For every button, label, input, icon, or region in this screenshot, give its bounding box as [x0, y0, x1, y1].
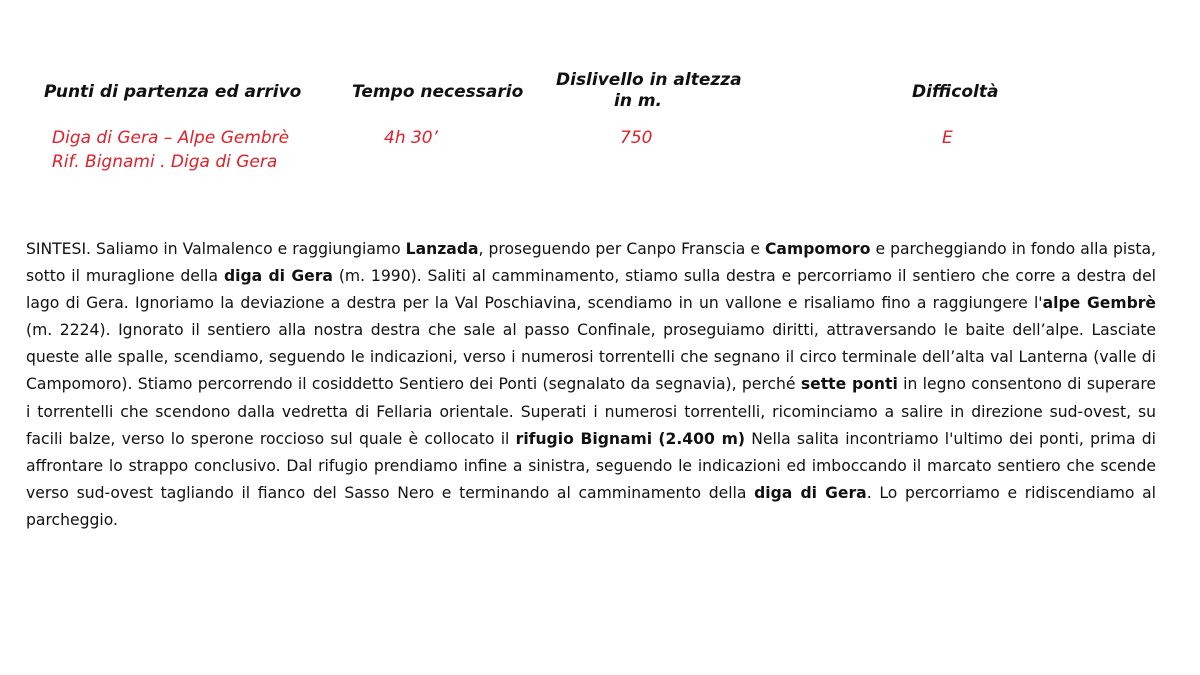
summary-text: SINTESI. Saliamo in Valmalenco e raggiungiamo	[26, 240, 406, 258]
summary-bold-term: (2.400 m)	[658, 429, 745, 448]
difficulty-cell: E	[942, 128, 953, 148]
summary-text: , proseguendo per Canpo Franscia e	[478, 240, 765, 258]
summary-text: Nella salita incontriamo l'ultimo dei ponti, prima di affrontare lo strappo conclusivo. Dal rifugio prendiamo infine a sinistra, seguendo le indicazioni ed imboccando il marcato sentiero che scende verso sud-ovest tagliando il fianco del Sasso Nero e terminando al camminamento della	[26, 429, 1156, 502]
summary-text: in legno consentono di superare i torrentelli che scendono dalla vedretta di Fellaria orientale. Superati i numerosi torrentelli, ricominciamo a salire in direzione sud-ovest, su facili balze, verso lo sperone roccioso sul quale è collocato il	[26, 375, 1156, 448]
summary-bold-term: diga di Gera	[223, 267, 333, 286]
table-header-elevation-line2: in m.	[614, 91, 663, 111]
summary-text: (m. 2224). Ignorato il sentiero alla nostra destra che sale al passo Confinale, proseguiamo diritti, attraversando le baite dell’alpe. Lasciate queste alle spalle, scendiamo, seguendo le indicazioni, verso i numerosi torrentelli che segnano il circo terminale dell’alta val Lanterna (valle di Campomoro). Stiamo percorrendo il cosiddetto Sentiero dei Ponti (segnalato da segnavia), perché	[26, 321, 1156, 394]
table-header-elevation	[556, 70, 776, 112]
table-header-elevation-line1: Dislivello in altezza	[556, 70, 742, 90]
summary-text: (m. 1990). Saliti al camminamento, stiamo sulla destra e percorriamo il sentiero che corre a destra del lago di Gera. Ignoriamo la deviazione a destra per la Val Poschiavina, scendiamo in un vallone e risaliamo fino a raggiungere l'	[26, 267, 1157, 313]
table-header-difficulty: Difficoltà	[912, 82, 999, 102]
table-header-route: Punti di partenza ed arrivo	[44, 82, 302, 102]
summary-paragraph	[26, 236, 1156, 534]
summary-bold-term: alpe Gembrè	[1042, 294, 1156, 313]
table-header-time: Tempo necessario	[352, 82, 524, 102]
summary-bold-term: Lanzada	[405, 240, 479, 258]
route-cell	[52, 126, 289, 174]
time-cell: 4h 30’	[384, 128, 439, 148]
route-line-2: Rif. Bignami . Diga di Gera	[52, 152, 278, 172]
summary-text: . Lo percorriamo e ridiscendiamo al parcheggio.	[26, 483, 1156, 529]
summary-bold-term: rifugio Bignami	[515, 429, 653, 448]
route-line-1: Diga di Gera – Alpe Gembrè	[52, 128, 290, 148]
summary-bold-term: sette ponti	[800, 375, 898, 394]
summary-bold-term: Campomoro	[764, 240, 871, 258]
elevation-cell: 750	[620, 128, 653, 148]
summary-bold-term: diga di Gera	[754, 483, 867, 502]
summary-text: e parcheggiando in fondo alla pista, sotto il muraglione della	[26, 240, 1157, 286]
